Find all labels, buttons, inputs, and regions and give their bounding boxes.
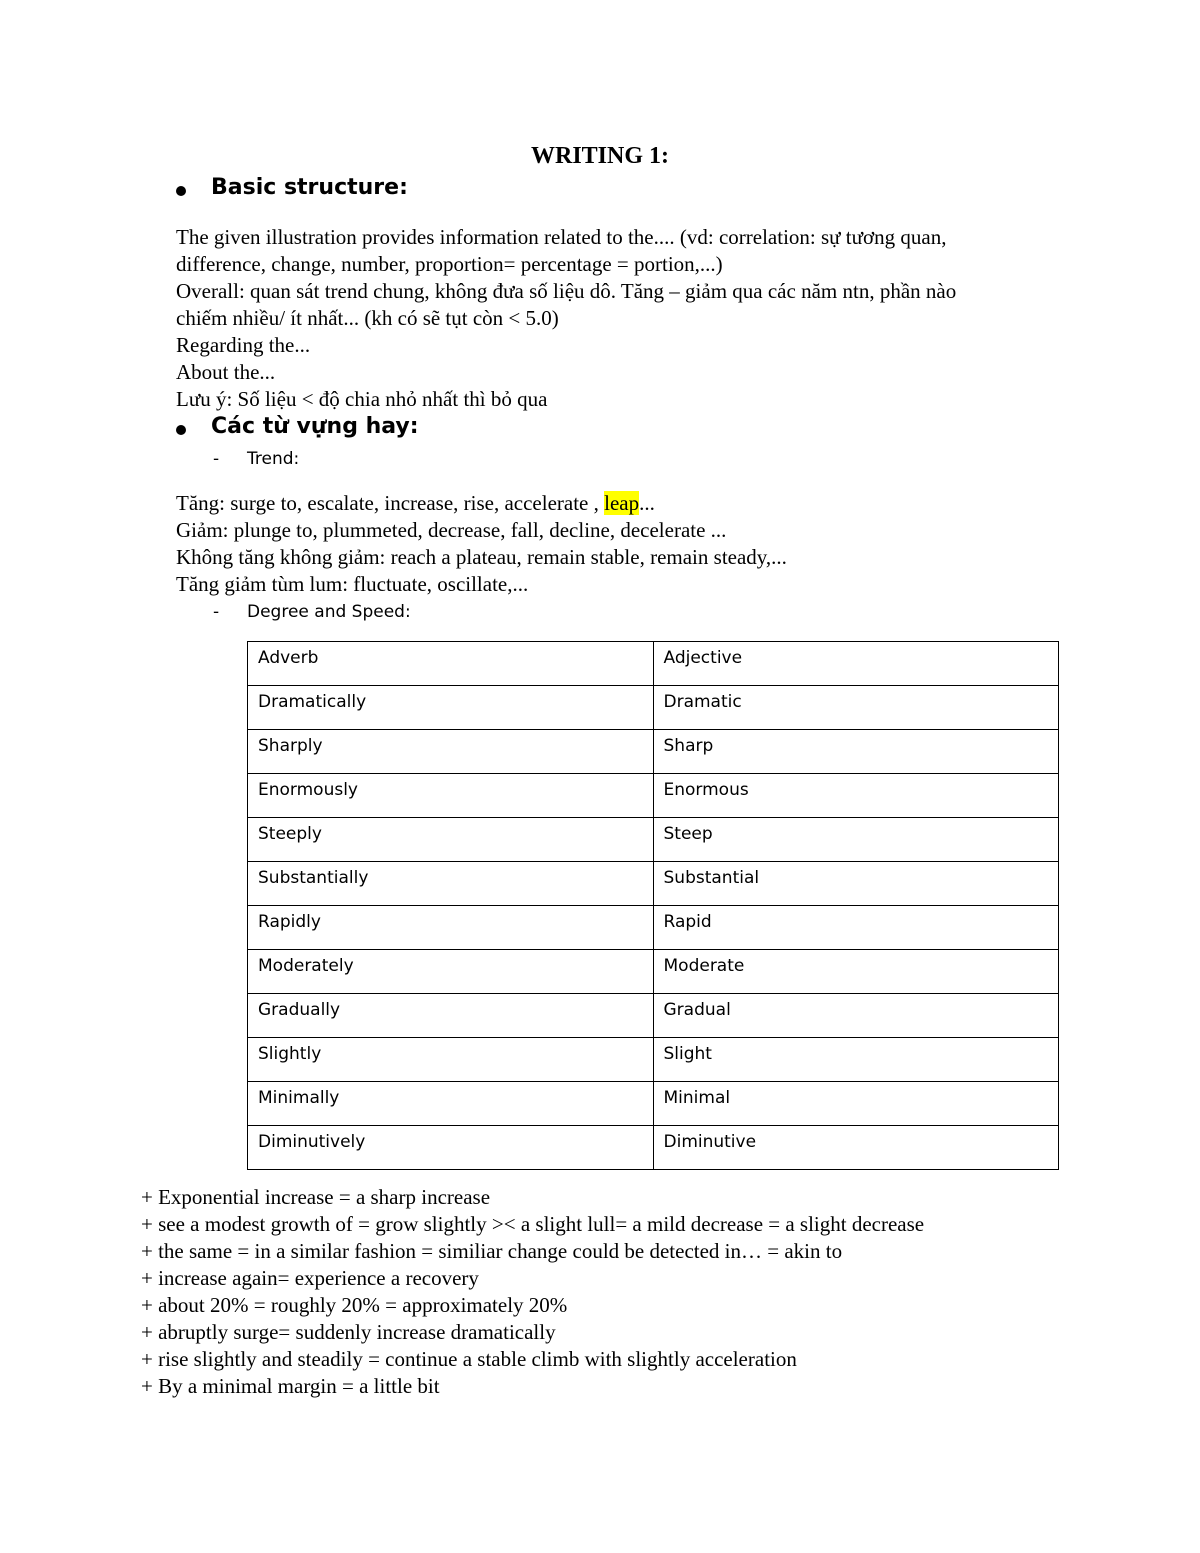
basic-line-7: Lưu ý: Số liệu < độ chia nhỏ nhất thì bỏ qua bbox=[176, 387, 548, 411]
trend-decrease-line: Giảm: plunge to, plummeted, decrease, fall, decline, decelerate ... bbox=[176, 518, 727, 542]
trend-increase-text: Tăng: surge to, escalate, increase, rise, accelerate , bbox=[176, 491, 605, 515]
note-line: + Exponential increase = a sharp increase bbox=[141, 1185, 491, 1209]
note-line: + By a minimal margin = a little bit bbox=[141, 1374, 440, 1398]
adverb-cell: Sharply bbox=[248, 730, 654, 774]
adjective-cell: Minimal bbox=[653, 1082, 1059, 1126]
degree-subheading bbox=[213, 602, 411, 622]
table-row bbox=[248, 818, 1059, 862]
adjective-cell: Steep bbox=[653, 818, 1059, 862]
vocab-table bbox=[247, 641, 1059, 1170]
trend-increase-ellipsis: ... bbox=[639, 491, 655, 515]
table-row bbox=[248, 774, 1059, 818]
trend-subheading bbox=[213, 449, 299, 469]
note-line: + see a modest growth of = grow slightly >< a slight lull= a mild decrease = a slight decrease bbox=[141, 1212, 925, 1236]
table-row bbox=[248, 730, 1059, 774]
basic-line-4: chiếm nhiều/ ít nhất... (kh có sẽ tụt còn < 5.0) bbox=[176, 306, 559, 330]
adjective-cell: Substantial bbox=[653, 862, 1059, 906]
adverb-cell: Enormously bbox=[248, 774, 654, 818]
adjective-cell: Slight bbox=[653, 1038, 1059, 1082]
vocab-heading bbox=[176, 414, 419, 439]
basic-structure-label: Basic structure: bbox=[211, 175, 408, 200]
page-title: WRITING 1: bbox=[530, 143, 669, 169]
adjective-cell: Enormous bbox=[653, 774, 1059, 818]
table-header-cell: Adjective bbox=[653, 642, 1059, 686]
highlighted-word: leap bbox=[604, 491, 640, 515]
table-row bbox=[248, 994, 1059, 1038]
adverb-cell: Substantially bbox=[248, 862, 654, 906]
note-line: + the same = in a similar fashion = similiar change could be detected in… = akin to bbox=[141, 1239, 843, 1263]
adjective-cell: Dramatic bbox=[653, 686, 1059, 730]
trend-stable-line: Không tăng không giảm: reach a plateau, remain stable, remain steady,... bbox=[176, 545, 787, 569]
table-row bbox=[248, 950, 1059, 994]
dash-marker: - bbox=[213, 602, 220, 622]
adverb-cell: Gradually bbox=[248, 994, 654, 1038]
adjective-cell: Moderate bbox=[653, 950, 1059, 994]
adverb-cell: Diminutively bbox=[248, 1126, 654, 1170]
adjective-cell: Sharp bbox=[653, 730, 1059, 774]
adverb-cell: Dramatically bbox=[248, 686, 654, 730]
adverb-cell: Minimally bbox=[248, 1082, 654, 1126]
adjective-cell: Diminutive bbox=[653, 1126, 1059, 1170]
adverb-cell: Steeply bbox=[248, 818, 654, 862]
trend-increase-line bbox=[176, 490, 655, 517]
table-header-cell: Adverb bbox=[248, 642, 654, 686]
trend-fluctuate-line: Tăng giảm tùm lum: fluctuate, oscillate,... bbox=[176, 572, 529, 596]
trend-label: Trend: bbox=[247, 449, 300, 469]
basic-structure-heading bbox=[176, 175, 408, 200]
basic-line-3: Overall: quan sát trend chung, không đưa số liệu dô. Tăng – giảm qua các năm ntn, phần nào bbox=[176, 279, 957, 303]
adverb-cell: Slightly bbox=[248, 1038, 654, 1082]
note-line: + increase again= experience a recovery bbox=[141, 1266, 479, 1290]
table-row bbox=[248, 906, 1059, 950]
table-header-row bbox=[248, 642, 1059, 686]
basic-line-5: Regarding the... bbox=[176, 333, 311, 357]
table-row bbox=[248, 686, 1059, 730]
note-line: + about 20% = roughly 20% = approximately 20% bbox=[141, 1293, 568, 1317]
table-row bbox=[248, 1038, 1059, 1082]
note-line: + rise slightly and steadily = continue a stable climb with slightly acceleration bbox=[141, 1347, 797, 1371]
adjective-cell: Gradual bbox=[653, 994, 1059, 1038]
note-line: + abruptly surge= suddenly increase dramatically bbox=[141, 1320, 556, 1344]
basic-line-1: The given illustration provides information related to the.... (vd: correlation: sự tương quan, bbox=[176, 225, 947, 249]
vocab-heading-label: Các từ vựng hay: bbox=[211, 414, 419, 439]
adverb-cell: Rapidly bbox=[248, 906, 654, 950]
basic-line-2: difference, change, number, proportion= percentage = portion,...) bbox=[176, 252, 723, 276]
table-row bbox=[248, 1082, 1059, 1126]
degree-label: Degree and Speed: bbox=[247, 602, 411, 622]
table-row bbox=[248, 1126, 1059, 1170]
basic-line-6: About the... bbox=[176, 360, 276, 384]
adjective-cell: Rapid bbox=[653, 906, 1059, 950]
dash-marker: - bbox=[213, 449, 220, 469]
adverb-cell: Moderately bbox=[248, 950, 654, 994]
table-row bbox=[248, 862, 1059, 906]
